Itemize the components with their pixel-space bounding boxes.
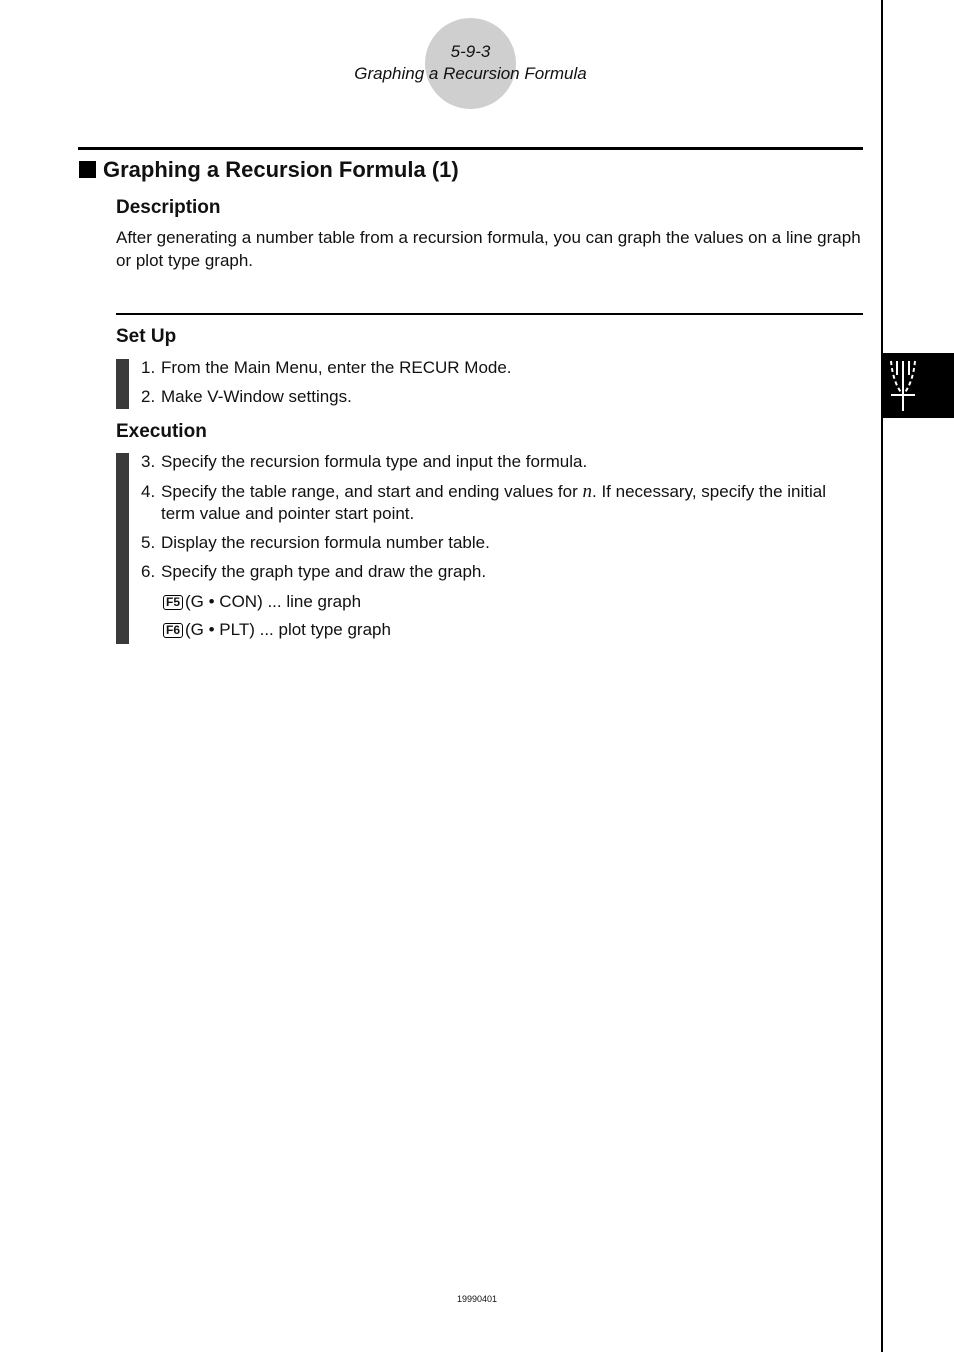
running-title: Graphing a Recursion Formula bbox=[354, 64, 587, 83]
variable-n: n bbox=[582, 481, 592, 502]
page-number: 5-9-3 bbox=[450, 42, 491, 61]
step-text: Make V-Window settings. bbox=[161, 387, 352, 406]
step-5 bbox=[141, 532, 490, 554]
step-text: Specify the graph type and draw the graph. bbox=[161, 562, 487, 581]
step-number: 1. bbox=[141, 358, 156, 377]
step-2 bbox=[141, 386, 352, 408]
f5-key-icon: F5 bbox=[163, 595, 183, 610]
step-text: Specify the recursion formula type and input the formula. bbox=[161, 452, 588, 471]
chapter-tab bbox=[883, 353, 954, 418]
description-text: After generating a number table from a recursion formula, you can graph the values on a line graph or plot type graph. bbox=[116, 228, 861, 270]
setup-heading: Set Up bbox=[116, 326, 177, 347]
step-number: 2. bbox=[141, 387, 156, 406]
recursion-graph-icon bbox=[883, 353, 954, 418]
step-text: Display the recursion formula number table. bbox=[161, 533, 490, 552]
setup-bar bbox=[116, 359, 129, 409]
step-text-before: Specify the table range, and start and ending values for bbox=[161, 482, 583, 501]
step-text-after: . If necessary, specify the initial term value and pointer start point. bbox=[161, 482, 827, 523]
step-3 bbox=[141, 451, 587, 473]
footer-code: 19990401 bbox=[456, 1294, 498, 1304]
option-text: (G • CON) ... line graph bbox=[185, 592, 362, 611]
option-plot-graph bbox=[163, 619, 391, 641]
step-number: 6. bbox=[141, 562, 156, 581]
step-text bbox=[161, 481, 841, 525]
section-square-icon bbox=[79, 161, 96, 178]
step-4 bbox=[141, 481, 841, 525]
execution-heading: Execution bbox=[116, 421, 207, 442]
step-number: 5. bbox=[141, 533, 156, 552]
description-heading: Description bbox=[116, 197, 221, 218]
step-number: 4. bbox=[141, 482, 156, 501]
execution-bar bbox=[116, 453, 129, 644]
step-text: From the Main Menu, enter the RECUR Mode. bbox=[161, 358, 512, 377]
mid-rule bbox=[116, 313, 863, 315]
option-line-graph bbox=[163, 591, 361, 613]
step-6 bbox=[141, 561, 486, 583]
f6-key-icon: F6 bbox=[163, 623, 183, 638]
top-rule bbox=[78, 147, 863, 150]
step-1 bbox=[141, 357, 512, 379]
section-title: Graphing a Recursion Formula (1) bbox=[103, 157, 459, 182]
page-right-rule bbox=[881, 0, 883, 1352]
option-text: (G • PLT) ... plot type graph bbox=[185, 620, 391, 639]
step-number: 3. bbox=[141, 452, 156, 471]
